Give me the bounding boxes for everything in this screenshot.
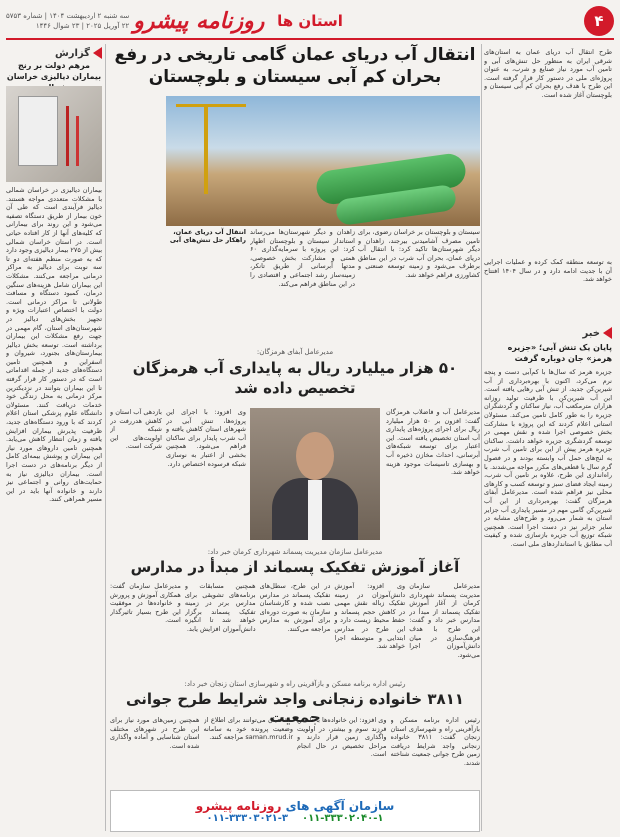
photo-crane (204, 104, 208, 194)
khabar-title[interactable]: پایان یک تنش آبی؛ «جزیره هرمز» جان دوباره گرفت (507, 343, 612, 363)
ad-title (196, 799, 395, 813)
ad-phones (206, 813, 383, 824)
schools-column: مدیرعامل سازمان مدیریت پسماند شهرداری کرمان از آغاز آموزش تفکیک پسماند از مبدأ در مدارس خبر داد و گفت: این طرح با هدف فرهنگ‌سازی در میان دانش‌آموزان اجرا می‌شود. (409, 582, 480, 659)
main-story-text-a: زاهدان و دیگر شهرستان‌ها می‌رساند استاندار سیستان و بلوچستان اظهار کرد: این پروژه با سرمایه‌گذاری ۶۰ همتی و مشارکت بخش خصوصی، مدتها آبرسانی از طریق تانکر، زمینه‌ساز رشد اجتماعی و اقتصادی را در این مناطق فراهم می‌کند. (250, 228, 355, 288)
report-photo (6, 86, 102, 182)
main-story-photo (166, 96, 480, 226)
ad-banner[interactable] (110, 790, 480, 832)
photo-crane-arm (176, 104, 246, 107)
main-story-text-right-bottom: به توسعه منطقه کمک کرده و عملیات اجرایی آن با جدیت ادامه دارد و در سال ۱۴۰۴ افتتاح خواهد شد. (484, 258, 612, 284)
dialysis-tube (66, 106, 69, 166)
report-tag: گزارش (55, 47, 102, 59)
issue-date-line-2: ۲۲ آوریل ۲۰۲۵ | ۲۳ شوال ۱۴۴۶ (35, 22, 130, 30)
portrait-shirt (308, 480, 322, 540)
schools-kicker: مدیرعامل سازمان مدیریت پسماند شهرداری کرمان خبر داد: (207, 548, 383, 556)
families-columns (110, 716, 480, 786)
schools-column: در این طرح، سطل‌های تفکیک پسماند در مدارس نصب شده و کارشناسان سازمان به صورت دوره‌ای برای آموزش به مدارس مراجعه می‌کنند. (259, 582, 331, 633)
schools-headline[interactable]: آغاز آموزش تفکیک پسماند از مبدأ در مدارس (130, 558, 460, 576)
main-headline[interactable]: انتقال آب دریای عمان گامی تاریخی در رفع بحران کم آبی سیستان و بلوچستان (114, 45, 476, 87)
ad-title-prefix: سازمان آگهی های (285, 798, 395, 813)
header-rule (6, 38, 614, 40)
main-photo-caption: انتقال آب دریای عمان، راهکار حل تنش‌های آبی (169, 228, 246, 244)
schools-column: همچنین مسابقات و برنامه‌های تشویقی برای مدارس برتر در زمینه تفکیک پسماند برگزار خواهد شد تا انگیزه دانش‌آموزان افزایش یابد. (184, 582, 256, 633)
ad-title-brand: روزنامه پیشرو (195, 798, 282, 813)
column-divider-right (481, 44, 482, 831)
main-story-text-right: طرح انتقال آب دریای عمان به استان‌های شرقی ایران به منظور حل تنش‌های آبی و تامین آب مورد نیاز صنایع و شرب، به عنوان پروژه‌ای ملی در دستور کار قرار گرفته است. این طرح با هدف رفع بحران کم آبی سیستان و بلوچستان آغاز شده است. (484, 48, 612, 99)
families-headline[interactable]: ۳۸۱۱ خانواده زنجانی واجد شرایط طرح جوانی جمعیت (126, 690, 464, 726)
page-header (6, 6, 614, 36)
families-kicker: رئیس اداره برنامه مسکن و بازآفرینی راه و شهرسازی استان زنجان خبر داد: (184, 680, 406, 688)
dialysis-tube (76, 116, 79, 166)
report-title[interactable]: مرهم دولت بر رنج بیماران دیالیزی خراسان (6, 61, 102, 81)
funding-text-a: مدیرعامل آب و فاضلاب هرمزگان گفت: افزون بر ۵۰ هزار میلیارد ریال برای اجرای پروژه‌های پایداری آب استان تخصیص یافته است. این اعتبار برای توسعه شبکه‌های آبرسانی، احداث مخازن ذخیره آب و بهسازی تاسیسات موجود هزینه خواهد شد. (386, 408, 480, 477)
families-column: وی افزود: این خانواده‌ها با داشتن فرزند سوم و بیشتر، در اولویت واگذاری زمین قرار دارند و مراحل تخصیص در حال انجام است. (297, 716, 387, 759)
khabar-tag: خبر (582, 327, 612, 339)
issue-date (6, 11, 129, 31)
funding-text-b: وی افزود: با اجرای این پروژه‌ها، تنش آبی در شهرهای استان کاهش یافته و آب شرب پایدار برای ساکنان فراهم می‌شود. همچنین بخشی از اعتبار به نوسازی شبکه فرسوده اختصاص دارد. (166, 408, 246, 468)
report-text: بیماران دیالیزی در خراسان شمالی با مشکلات متعددی مواجه هستند. دیالیز فرآیندی است که طی آن خون بیمار از طریق دستگاه تصفیه می‌شود و این روند برای بیمارانی که کلیه‌های آنها از کار افتاده حیاتی است. در استان خراسان شمالی بیش از ۲۷۵ بیمار دیالیزی وجود دارد که به صورت منظم هفته‌ای دو تا سه نوبت برای دیالیز به مراکز درمانی مراجعه می‌کنند. مشکلات این بیماران شامل هزینه‌های سنگین درمان، کمبود دستگاه و مسافت طولانی تا مراکز درمانی است. دولت با اختصاص اعتبارات ویژه و تجهیز بخش‌های دیالیز در شهرستان‌های استان، گام مهمی در جهت رفع مشکلات این بیماران برداشته است. توسعه بخش دیالیز بیمارستان‌های بجنورد، شیروان و اسفراین و همچنین تامین دستگاه‌های جدید از جمله اقداماتی است که در دستور کار قرار گرفته تا این بیماران بتوانند در نزدیکترین مرکز درمانی به محل زندگی خود خدمات دریافت کنند. مسئولان دانشگاه علوم پزشکی استان اعلام کردند که با ورود دستگاه‌های جدید، ظرفیت پذیرش بیماران افزایش یافته و زمان انتظار کاهش می‌یابد. همچنین تامین داروهای مورد نیاز این بیماران و پوشش بیمه‌ای کامل از دیگر برنامه‌های در دست اجرا است. بیماران دیالیزی نیاز به حمایت‌های روانی و اجتماعی نیز دارند و خانواده آنها باید در این مسیر همراهی کنند. (6, 186, 102, 504)
funding-headline[interactable]: ۵۰ هزار میلیارد ریال به پایداری آب هرمزگان تخصیص داده شد (132, 359, 458, 397)
khabar-text: جزیره هرمز که سال‌ها با کم‌آبی دست و پنجه نرم می‌کرد، اکنون با بهره‌برداری از آب شیرین‌کن جدید، از تنش آبی رهایی یافته است. این آب شیرین‌کن با ظرفیت تولید روزانه هزاران مترمکعب آب، نیاز ساکنان و گردشگران جزیره را به طور کامل تامین می‌کند. مسئولان استانی اعلام کردند که این پروژه با مشارکت بخش خصوصی اجرا شده و نقش مهمی در توسعه گردشگری جزیره خواهد داشت. ساکنان جزیره هرمز پیش از این برای تامین آب شرب به لنج‌های حمل آب وابسته بودند و در فصول گرم سال با قطعی‌های مکرر مواجه می‌شدند. با راه‌اندازی این طرح، علاوه بر تامین آب شرب، زمینه ایجاد فضای سبز و توسعه کسب و کارهای محلی نیز فراهم شده است. مدیرعامل آبفای هرمزگان گفت: بهره‌برداری از این آب شیرین‌کن گامی مهم در مسیر پایداری آب جزایر استان به شمار می‌رود و طرح‌های مشابه در سایر جزایر نیز در دست اجرا است. همچنین شبکه توزیع آب جزیره بازسازی شده و کیفیت آب مطابق با استانداردهای ملی است. (484, 368, 612, 548)
column-divider-left (105, 44, 106, 831)
families-column: همچنین زمین‌های مورد نیاز برای این طرح در شهرهای مختلف استان شناسایی و آماده واگذاری شده است. (110, 716, 200, 750)
ad-phone-2: ۰۱۱-۳۳۳۰۲۰۴۰-۱ (301, 812, 384, 824)
section-title: استان ها (277, 12, 343, 30)
masthead (6, 8, 264, 34)
funding-kicker: مدیرعامل آبفای هرمزگان: (256, 348, 334, 356)
main-story-text-b: سیستان و بلوچستان بر خراسان رضوی، برای تامین مصرف آشامیدنی بیرجند، زاهدان و دیگر شهرستان‌ها تاکید کرد: با انتقال آب دریای عمان، بحران آب شرب در این مناطق برطرف می‌شود و زمینه توسعه صنعتی و کشاورزی فراهم خواهد شد. (358, 228, 480, 279)
schools-column: مدیرعامل سازمان گفت: همکاری آموزش و پرورش و خانواده‌ها در موفقیت این طرح بسیار تاثیرگذار است. (110, 582, 181, 625)
page-number-badge: ۴ (584, 6, 614, 36)
brand-logo: روزنامه پیشرو (133, 8, 265, 34)
schools-columns (110, 582, 480, 676)
portrait-face (296, 432, 334, 480)
funding-portrait-photo (250, 408, 380, 540)
dialysis-machine (18, 96, 58, 166)
families-column: رئیس اداره برنامه مسکن و بازآفرینی راه و شهرسازی استان زنجان گفت: ۳۸۱۱ خانواده زنجانی واجد شرایط دریافت زمین طرح جوانی جمعیت شناخته شدند. (390, 716, 480, 767)
issue-date-line-1: سه شنبه ۲ اردیبهشت ۱۴۰۴ | شماره ۵۷۵۳ (6, 12, 130, 20)
families-column: متقاضیان می‌توانند برای اطلاع از وضعیت پرونده خود به سامانه saman.mrud.ir مراجعه کنند. (203, 716, 293, 742)
funding-text-c: بازدهی آب استان و کاهش هدررفت در شبکه از اولویت‌های این شرکت است. (110, 408, 162, 451)
ad-phone-1: ۰۱۱-۳۳۳۰۳۰۲۱-۳ (206, 812, 289, 824)
khabar-label (484, 324, 612, 343)
schools-column: وی افزود: آموزش دانش‌آموزان در زمینه تفکیک زباله نقش مهمی در کاهش حجم پسماند و حفظ محیط زیست دارد و این طرح در مدارس ابتدایی و متوسطه اجرا خواهد شد. (334, 582, 406, 651)
